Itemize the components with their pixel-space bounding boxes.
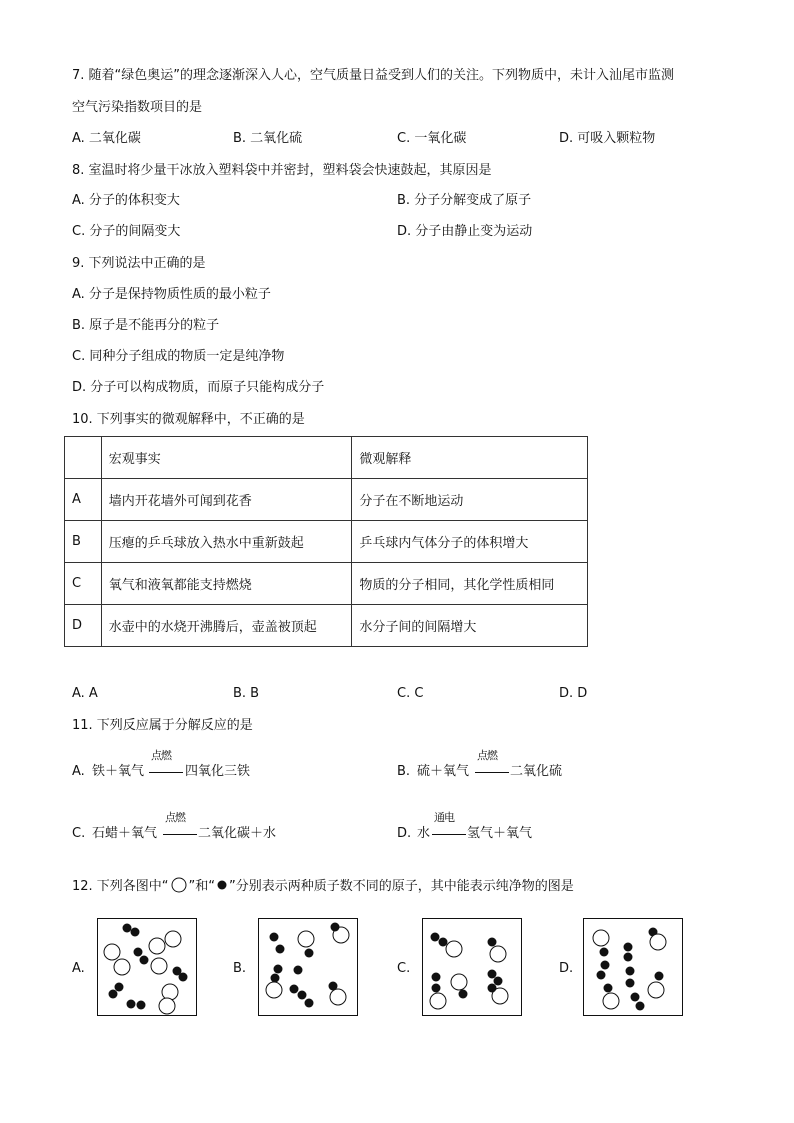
q7-option-a[interactable]: A. 二氧化碳 (72, 131, 141, 146)
table-cell: D (65, 605, 102, 647)
q8-stem: 8. 室温时将少量干冰放入塑料袋中并密封，塑料袋会快速鼓起，其原因是 (72, 163, 492, 178)
table-cell: 水分子间的间隔增大 (352, 605, 588, 647)
q11-d-condition: 通电 (434, 811, 454, 824)
q8-option-d[interactable]: D. 分子由静止变为运动 (397, 224, 533, 239)
q11-c-label: C. (72, 826, 86, 841)
q12-option-d-label[interactable]: D. (559, 961, 574, 976)
table-row (65, 479, 588, 521)
q12-stem-part1: 12. 下列各图中“ (72, 879, 169, 894)
q12-option-b-diagram[interactable] (258, 918, 358, 1016)
q8-option-a[interactable]: A. 分子的体积变大 (72, 193, 180, 208)
q7-stem-line1: 7. 随着“绿色奥运”的理念逐渐深入人心，空气质量日益受到人们的关注。下列物质中，未计入汕尾市监测 (72, 68, 675, 83)
table-header-cell: 微观解释 (352, 437, 588, 479)
table-cell: B (65, 521, 102, 563)
reaction-arrow-icon (163, 834, 197, 835)
q11-b-reactants: 硫＋氧气 (417, 764, 470, 779)
q11-d-products: 氢气＋氧气 (467, 826, 533, 841)
q11-b-products: 二氧化硫 (510, 764, 563, 779)
table-row (65, 605, 588, 647)
table-cell: 乒乓球内气体分子的体积增大 (352, 521, 588, 563)
q12-option-c-diagram[interactable] (422, 918, 522, 1016)
reaction-arrow-icon (475, 772, 509, 773)
q10-option-a[interactable]: A. A (72, 686, 98, 701)
open-circle-icon (171, 877, 187, 899)
table-header-cell (65, 437, 102, 479)
q11-a-reactants: 铁＋氧气 (92, 764, 145, 779)
table-cell: 压瘪的乒乓球放入热水中重新鼓起 (101, 521, 352, 563)
reaction-arrow-icon (432, 834, 466, 835)
q12-stem-part3: ”分别表示两种质子数不同的原子，其中能表示纯净物的图是 (229, 879, 574, 894)
table-cell: 墙内开花墙外可闻到花香 (101, 479, 352, 521)
q9-stem: 9. 下列说法中正确的是 (72, 256, 206, 271)
q11-d-reactants: 水 (417, 826, 431, 841)
q12-stem-part2: ”和“ (188, 879, 216, 894)
q12-option-d-diagram[interactable] (583, 918, 683, 1016)
q10-table (64, 436, 588, 647)
q8-option-b[interactable]: B. 分子分解变成了原子 (397, 193, 532, 208)
table-cell: 物质的分子相同，其化学性质相同 (352, 563, 588, 605)
q11-a-label: A. (72, 764, 85, 779)
q9-option-a[interactable]: A. 分子是保持物质性质的最小粒子 (72, 287, 271, 302)
q11-b-label: B. (397, 764, 411, 779)
q11-a-products: 四氧化三铁 (185, 764, 251, 779)
q9-option-c[interactable]: C. 同种分子组成的物质一定是纯净物 (72, 349, 285, 364)
q9-option-d[interactable]: D. 分子可以构成物质，而原子只能构成分子 (72, 380, 325, 395)
q10-stem: 10. 下列事实的微观解释中，不正确的是 (72, 412, 305, 427)
table-header-cell: 宏观事实 (101, 437, 352, 479)
q11-c-condition: 点燃 (165, 811, 185, 824)
q12-option-c-label[interactable]: C. (397, 961, 411, 976)
table-cell: 分子在不断地运动 (352, 479, 588, 521)
table-cell: 氧气和液氧都能支持燃烧 (101, 563, 352, 605)
q11-stem: 11. 下列反应属于分解反应的是 (72, 718, 253, 733)
table-cell: A (65, 479, 102, 521)
q10-option-b[interactable]: B. B (233, 686, 260, 701)
q11-c-products: 二氧化碳＋水 (198, 826, 277, 841)
table-header-row (65, 437, 588, 479)
q7-option-b[interactable]: B. 二氧化硫 (233, 131, 303, 146)
q11-a-condition: 点燃 (151, 749, 171, 762)
reaction-arrow-icon (149, 772, 183, 773)
q10-option-c[interactable]: C. C (397, 686, 424, 701)
q12-stem (72, 877, 574, 899)
q12-option-b-label[interactable]: B. (233, 961, 247, 976)
filled-dot-icon (217, 878, 227, 896)
table-cell: C (65, 563, 102, 605)
q8-option-c[interactable]: C. 分子的间隔变大 (72, 224, 181, 239)
table-row (65, 563, 588, 605)
q9-option-b[interactable]: B. 原子是不能再分的粒子 (72, 318, 220, 333)
q7-stem-line2: 空气污染指数项目的是 (72, 100, 203, 115)
table-row (65, 521, 588, 563)
q11-b-condition: 点燃 (477, 749, 497, 762)
q11-d-label: D. (397, 826, 412, 841)
q10-option-d[interactable]: D. D (559, 686, 588, 701)
q11-c-reactants: 石蜡＋氧气 (92, 826, 158, 841)
q7-option-c[interactable]: C. 一氧化碳 (397, 131, 467, 146)
q12-option-a-label[interactable]: A. (72, 961, 85, 976)
table-cell: 水壶中的水烧开沸腾后，壶盖被顶起 (101, 605, 352, 647)
q12-option-a-diagram[interactable] (97, 918, 197, 1016)
q7-option-d[interactable]: D. 可吸入颗粒物 (559, 131, 656, 146)
